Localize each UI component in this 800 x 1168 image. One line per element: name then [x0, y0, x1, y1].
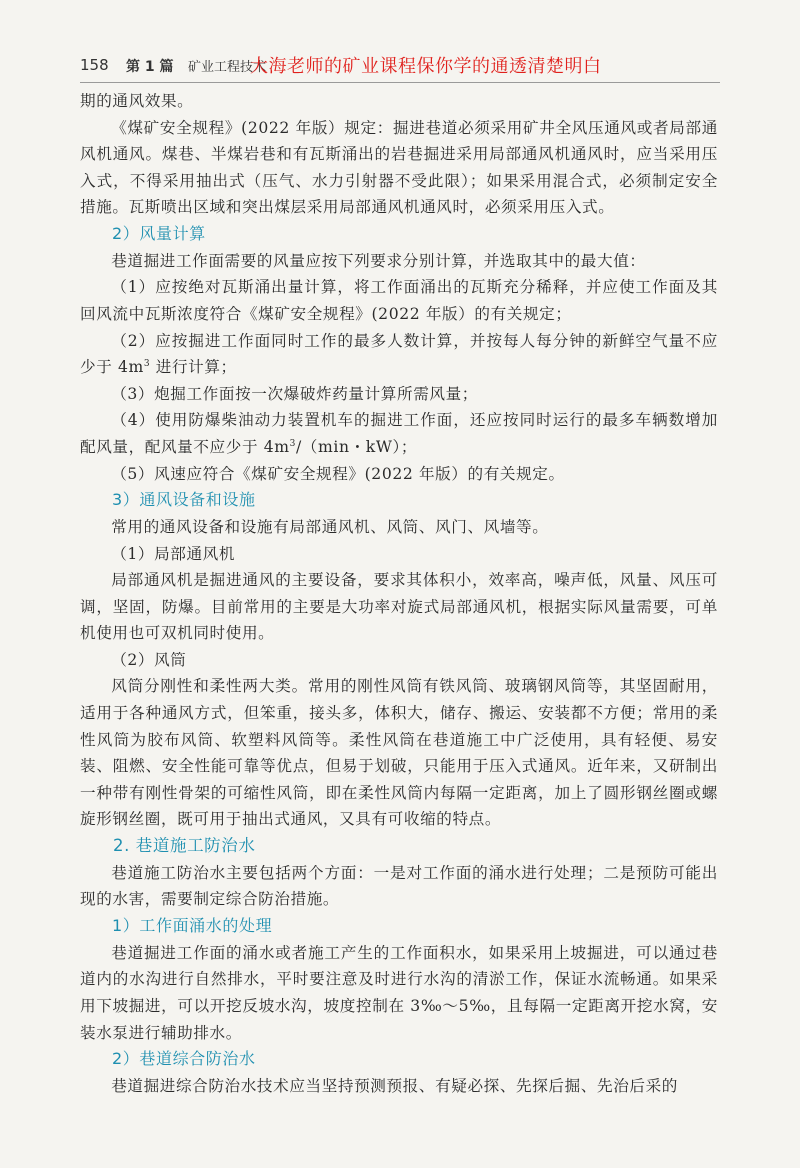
section-label: 矿业工程技术 [188, 60, 267, 75]
page-body [80, 88, 718, 1100]
heading-combined: 2）巷道综合防治水 [112, 1049, 256, 1069]
air-item-5: （5）风速应符合《煤矿安全规程》(2022 年版）的有关规定。 [111, 464, 565, 483]
air-item-4-text: （4）使用防爆柴油动力装置机车的掘进工作面，还应按同时运行的最多车辆数增加配风量，配风量不应少于 4m [80, 411, 718, 456]
paragraph-fan: 局部通风机是掘进通风的主要设备，要求其体积小，效率高，噪声低，风量、风压可调，坚固，防爆。目前常用的主要是大功率对旋式局部通风机，根据实际风量需要，可单机使用也可双机同时使用。 [80, 571, 718, 643]
air-item-4 [80, 407, 718, 460]
paragraph-water-intro: 巷道施工防治水主要包括两个方面：一是对工作面的涌水进行处理；二是预防可能出现的水害，需要制定综合防治措施。 [80, 863, 718, 909]
part-label: 第 1 篇 [126, 59, 174, 75]
paragraph-combined: 巷道掘进综合防治水技术应当坚持预测预报、有疑必探、先探后掘、先治后采的 [111, 1076, 678, 1095]
subheading-duct: （2）风筒 [111, 650, 187, 669]
air-item-2 [80, 328, 718, 381]
paragraph-regulation: 《煤矿安全规程》(2022 年版）规定：掘进巷道必须采用矿井全风压通风或者局部通风机通风。煤巷、半煤岩巷和有瓦斯涌出的岩巷掘进采用局部通风机通风时，应当采用压入式，不得采用抽出式（压气、水力引射器不受此限）；如果采用混合式，必须制定安全措施。瓦斯喷出区域和突出煤层采用局部通风机通风时，必须采用压入式。 [80, 118, 718, 217]
paragraph-duct: 风筒分刚性和柔性两大类。常用的刚性风筒有铁风筒、玻璃钢风筒等，其坚固耐用，适用于各种通风方式，但笨重，接头多，体积大，储存、搬运、安装都不方便；常用的柔性风筒为胶布风筒、软塑料风筒等。柔性风筒在巷道施工中广泛使用，具有轻便、易安装、阻燃、安全性能可靠等优点，但易于划破，只能用于压入式通风。近年来，又研制出一种带有刚性骨架的可缩性风筒，即在柔性风筒内每隔一定距离，加上了圆形钢丝圈或螺旋形钢丝圈，既可用于抽出式通风，又具有可收缩的特点。 [80, 677, 718, 829]
header-divider [80, 82, 720, 83]
superscript: 3 [289, 438, 296, 449]
superscript: 3 [143, 358, 151, 369]
subheading-fan: （1）局部通风机 [111, 544, 236, 563]
page-number: 158 [80, 56, 109, 74]
paragraph-continuation: 期的通风效果。 [80, 92, 194, 110]
paragraph-equipment-intro: 常用的通风设备和设施有局部通风机、风筒、风门、风墙等。 [111, 517, 549, 536]
air-item-2-text: （2）应按掘进工作面同时工作的最多人数计算，并按每人每分钟的新鲜空气量不应少于 4m [80, 331, 718, 377]
heading-air-volume: 2）风量计算 [112, 223, 206, 243]
paragraph-inflow: 巷道掘进工作面的涌水或者施工产生的工作面积水，如果采用上坡掘进，可以通过巷道内的水沟进行自然排水，平时要注意及时进行水沟的清淤工作，保证水流畅通。如果采用下坡掘进，可以开挖反坡水沟，坡度控制在 3‰～5‰，且每隔一定距离开挖水窝，安装水泵进行辅助排水。 [80, 943, 718, 1042]
heading-equipment: 3）通风设备和设施 [112, 490, 256, 510]
heading-inflow: 1）工作面涌水的处理 [112, 916, 273, 936]
air-item-2-tail: 进行计算； [150, 358, 237, 377]
paragraph-air-intro: 巷道掘进工作面需要的风量应按下列要求分别计算，并选取其中的最大值： [111, 251, 646, 270]
running-header [80, 52, 720, 78]
heading-water: 2. 巷道施工防治水 [113, 836, 256, 856]
air-item-1: （1）应按绝对瓦斯涌出量计算，将工作面涌出的瓦斯充分稀释，并应使工作面及其回风流中瓦斯浓度符合《煤矿安全规程》(2022 年版）的有关规定； [80, 278, 718, 323]
air-item-3: （3）炮掘工作面按一次爆破炸药量计算所需风量； [111, 384, 478, 403]
watermark-banner: 大海老师的矿业课程保你学的通透清楚明白 [250, 56, 602, 77]
air-item-4-tail: /（min・kW）； [295, 437, 418, 456]
